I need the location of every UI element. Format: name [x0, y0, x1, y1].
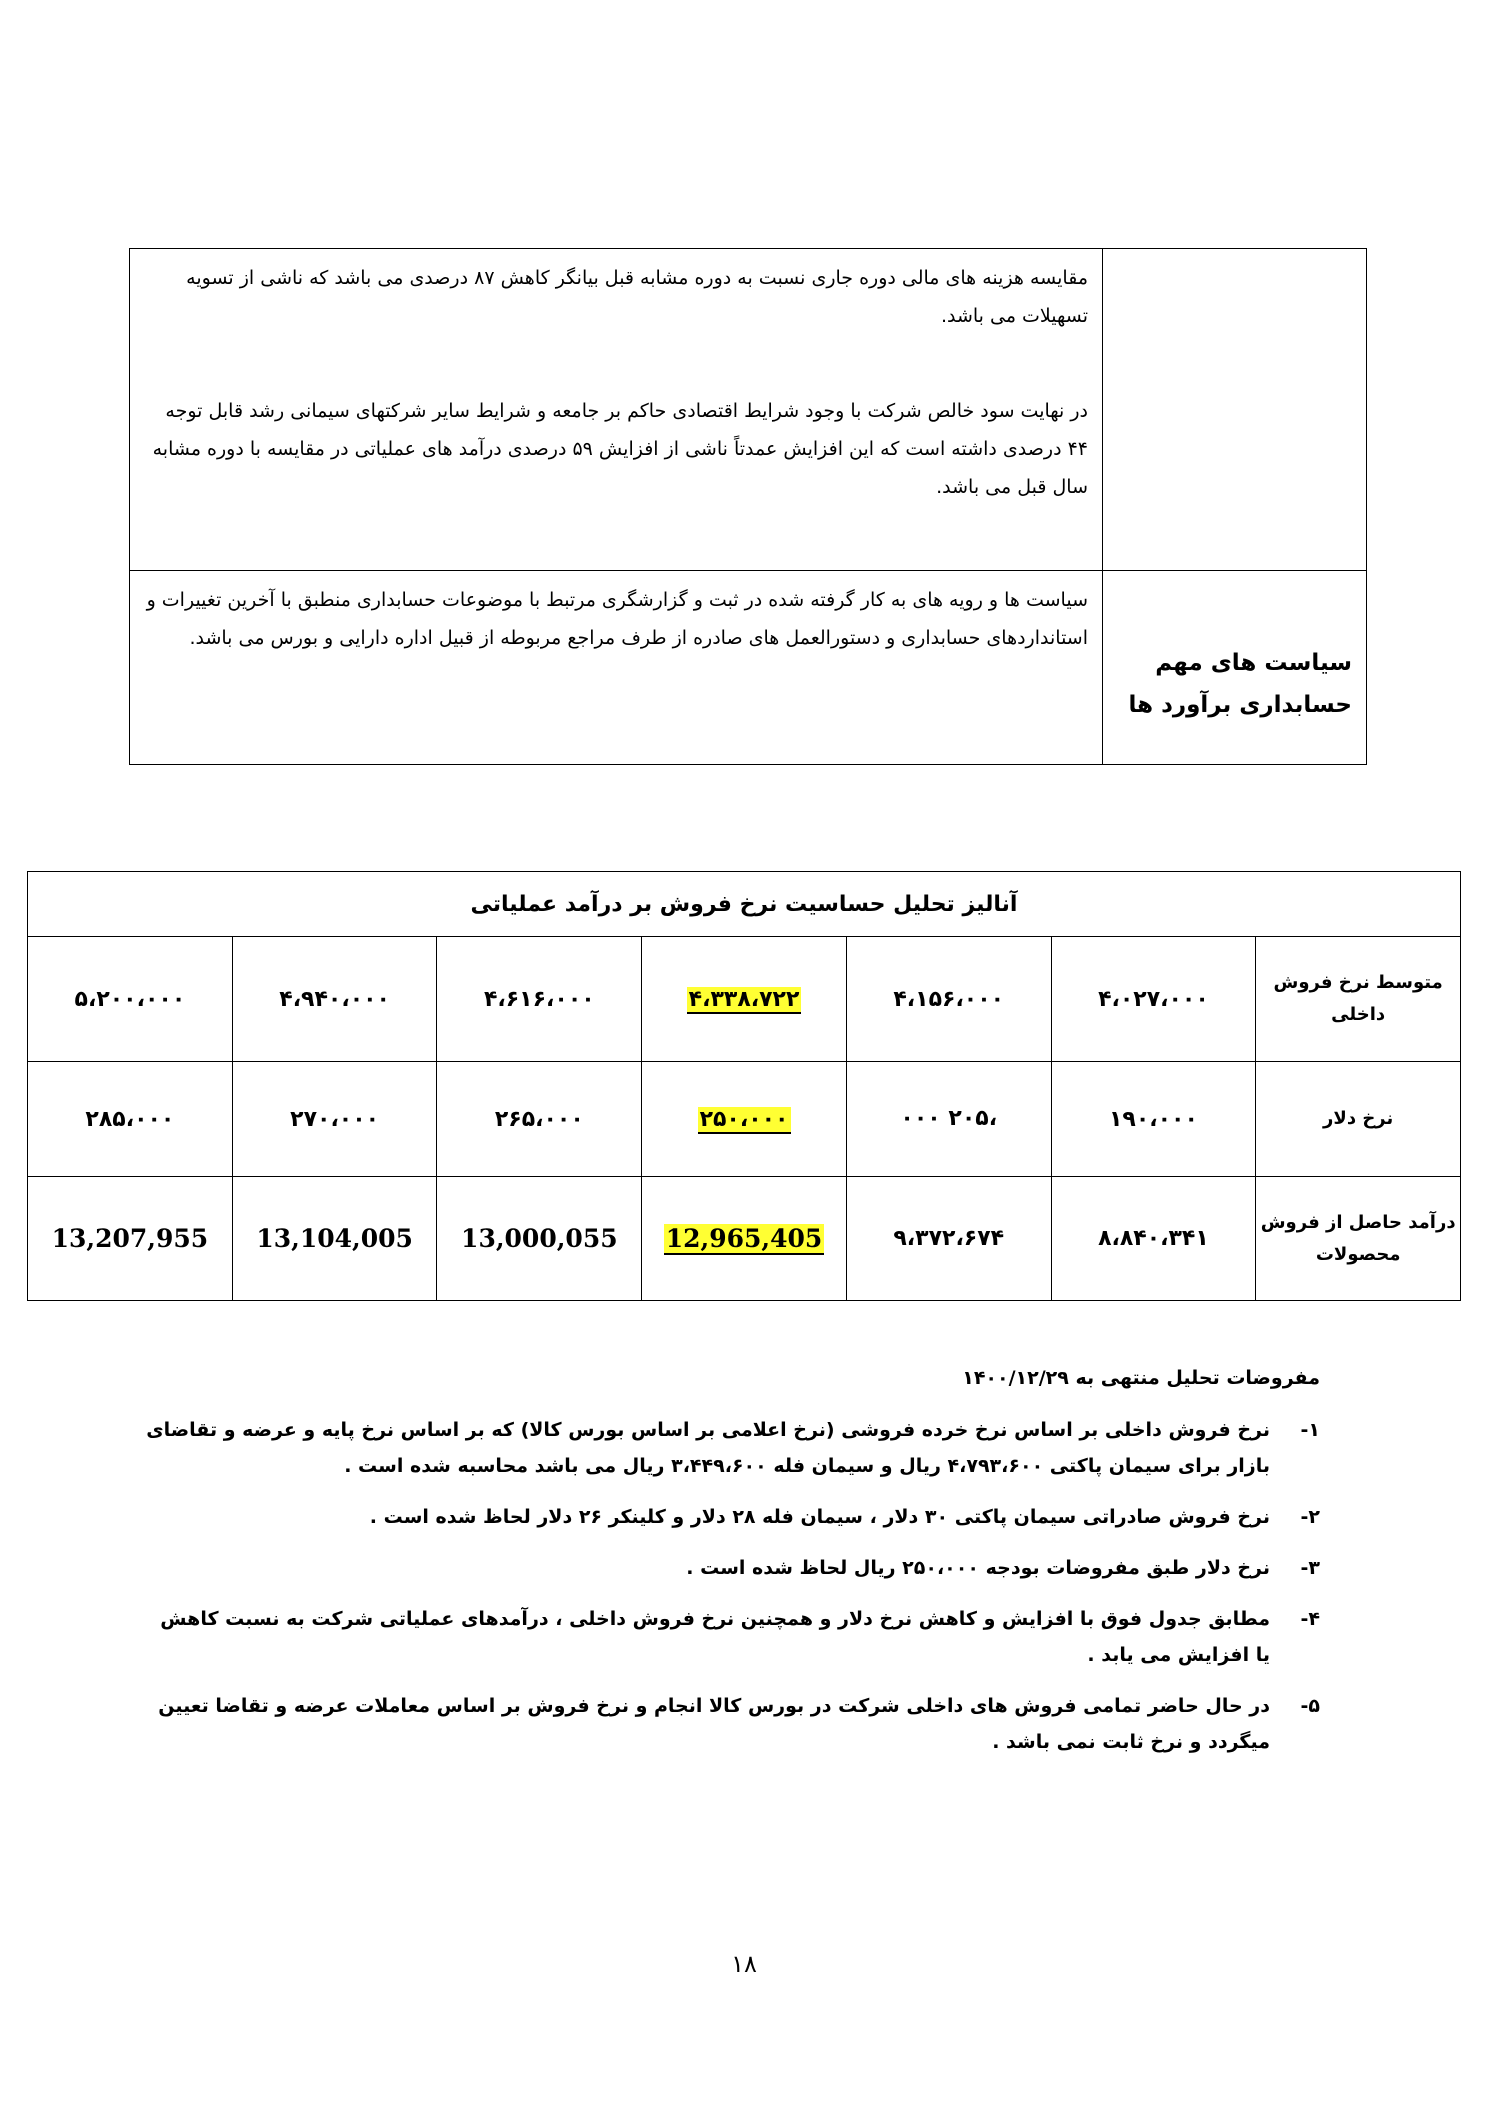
- assumptions-section: [140, 1360, 1320, 1775]
- table-cell: 13,104,005: [232, 1177, 437, 1301]
- table-row: [28, 1062, 1461, 1177]
- page-number: ۱۸: [731, 1950, 757, 1978]
- policy-table-text-cell: [130, 571, 1103, 765]
- policy-table-empty-label-cell: [1103, 249, 1367, 571]
- assumptions-heading: مفروضات تحلیل منتهی به ۱۴۰۰/۱۲/۲۹: [962, 1367, 1320, 1389]
- list-item-number: ۱-: [1300, 1419, 1320, 1441]
- list-item-text: مطابق جدول فوق با افزایش و کاهش نرخ دلار و همچنین نرخ فروش داخلی ، درآمدهای عملیاتی شرکت به نسبت کاهش یا افزایش می یابد .: [160, 1608, 1270, 1666]
- list-item-text: در حال حاضر تمامی فروش های داخلی شرکت در بورس کالا انجام و نرخ فروش بر اساس معاملات عرضه و تقاضا تعیین میگردد و نرخ ثابت نمی باشد .: [158, 1695, 1270, 1753]
- policy-table-text-cell: [130, 249, 1103, 571]
- table-cell: 13,207,955: [28, 1177, 233, 1301]
- table-cell: ۴،۰۲۷،۰۰۰: [1051, 937, 1256, 1062]
- table-cell: ۵،۲۰۰،۰۰۰: [28, 937, 233, 1062]
- table-cell: ۹،۳۷۲،۶۷۴: [846, 1177, 1051, 1301]
- table-row: [28, 1177, 1461, 1301]
- highlighted-value: 12,965,405: [665, 1224, 823, 1253]
- table-cell: ۴،۱۵۶،۰۰۰: [846, 937, 1051, 1062]
- list-item-text: نرخ دلار طبق مفروضات بودجه ۲۵۰،۰۰۰ ریال لحاظ شده است .: [686, 1557, 1270, 1579]
- highlighted-value: ۲۵۰،۰۰۰: [699, 1106, 789, 1132]
- list-item-number: ۳-: [1300, 1557, 1320, 1579]
- list-item: [140, 1550, 1320, 1586]
- list-item: [140, 1601, 1320, 1673]
- list-item: [140, 1499, 1320, 1535]
- table-cell: ۴،۹۴۰،۰۰۰: [232, 937, 437, 1062]
- net-profit-paragraph: در نهایت سود خالص شرکت با وجود شرایط اقتصادی حاکم بر جامعه و شرایط سایر شرکتهای سیمانی رشد قابل توجه ۴۴ درصدی داشته است که این افزایش عمدتاً ناشی از افزایش ۵۹ درصدی درآمد های عملیاتی در مقایسه با دوره مشابه سال قبل می باشد.: [152, 400, 1088, 498]
- table-cell-highlighted: [642, 1062, 847, 1177]
- accounting-policies-label: سیاست های مهم حسابداری برآورد ها: [1128, 650, 1352, 718]
- table-cell: ۴،۶۱۶،۰۰۰: [437, 937, 642, 1062]
- list-item-number: ۴-: [1300, 1608, 1320, 1630]
- policy-table-label-cell: [1103, 571, 1367, 765]
- table-cell: ۱۹۰،۰۰۰: [1051, 1062, 1256, 1177]
- sensitivity-table-title: آنالیز تحلیل حساسیت نرخ فروش بر درآمد عملیاتی: [28, 872, 1461, 937]
- row-head-domestic-rate: متوسط نرخ فروش داخلی: [1256, 937, 1461, 1062]
- row-head-dollar-rate: نرخ دلار: [1256, 1062, 1461, 1177]
- list-item-number: ۲-: [1300, 1506, 1320, 1528]
- table-cell: ،۲۰۵ ۰۰۰: [846, 1062, 1051, 1177]
- list-item-text: نرخ فروش داخلی بر اساس نرخ خرده فروشی (نرخ اعلامی بر اساس بورس کالا) که بر اساس نرخ پایه و عرضه و تقاضای بازار برای سیمان پاکتی ۴،۷۹۳،۶۰۰ ریال و سیمان فله ۳،۴۴۹،۶۰۰ ریال می باشد محاسبه شده است .: [146, 1419, 1270, 1477]
- table-row: [28, 937, 1461, 1062]
- list-item-text: نرخ فروش صادراتی سیمان پاکتی ۳۰ دلار ، سیمان فله ۲۸ دلار و کلینکر ۲۶ دلار لحاظ شده است .: [369, 1506, 1270, 1528]
- row-head-operating-revenue: درآمد حاصل از فروش محصولات: [1256, 1177, 1461, 1301]
- sensitivity-table: [27, 871, 1461, 1301]
- accounting-policies-paragraph: سیاست ها و رویه های به کار گرفته شده در ثبت و گزارشگری مرتبط با موضوعات حسابداری منطبق با آخرین تغییرات و استانداردهای حسابداری و دستورالعمل های صادره از طرف مراجع مربوطه از قبیل اداره دارایی و بورس می باشد.: [146, 589, 1088, 649]
- financial-cost-paragraph: مقایسه هزینه های مالی دوره جاری نسبت به دوره مشابه قبل بیانگر کاهش ۸۷ درصدی می باشد که ناشی از تسویه تسهیلات می باشد.: [186, 267, 1088, 327]
- table-cell: ۸،۸۴۰،۳۴۱: [1051, 1177, 1256, 1301]
- highlighted-value: ۴،۳۳۸،۷۲۲: [688, 986, 800, 1012]
- table-cell: ۲۶۵،۰۰۰: [437, 1062, 642, 1177]
- table-cell-highlighted: [642, 937, 847, 1062]
- table-cell: 13,000,055: [437, 1177, 642, 1301]
- policy-table: [129, 248, 1367, 765]
- list-item: [140, 1688, 1320, 1760]
- table-cell: ۲۷۰،۰۰۰: [232, 1062, 437, 1177]
- list-item: [140, 1412, 1320, 1484]
- table-cell-highlighted: [642, 1177, 847, 1301]
- table-cell: ۲۸۵،۰۰۰: [28, 1062, 233, 1177]
- list-item-number: ۵-: [1300, 1695, 1320, 1717]
